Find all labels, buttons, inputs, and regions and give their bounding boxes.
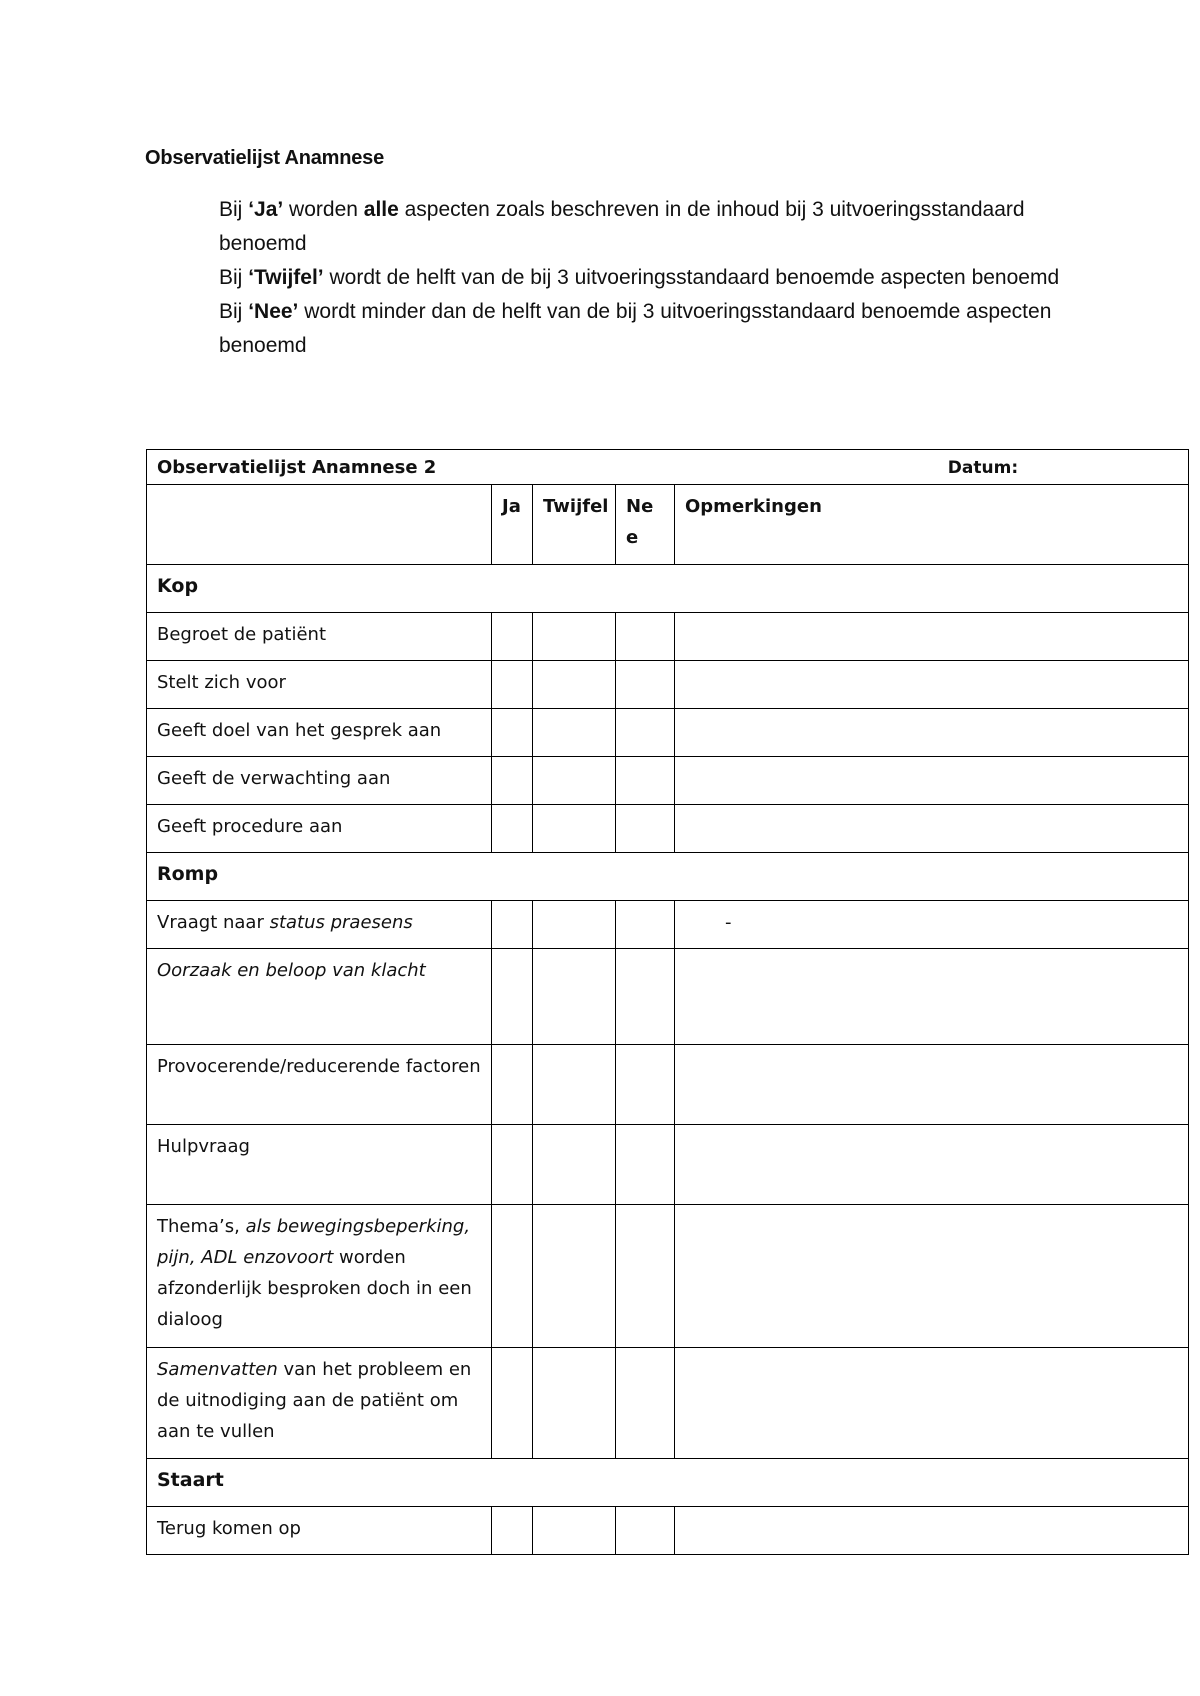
section-row (147, 1459, 1189, 1507)
item-label: Terug komen op (147, 1507, 492, 1555)
nee-cell[interactable] (616, 661, 675, 709)
item-label-text: van het probleem en de uitnodiging aan de patiënt om aan te vullen (157, 1359, 472, 1442)
remarks-cell[interactable] (675, 901, 1189, 949)
ja-cell[interactable] (492, 709, 533, 757)
table-row (147, 1045, 1189, 1125)
nee-cell[interactable] (616, 709, 675, 757)
item-label-italic: status praesens (269, 912, 413, 933)
section-romp: Romp (147, 853, 1189, 901)
instruction-keyword: ‘Nee’ (248, 300, 299, 323)
instruction-keyword: ‘Twijfel’ (248, 266, 324, 289)
instruction-emphasis: alle (363, 198, 399, 221)
table-row (147, 901, 1189, 949)
instruction-twijfel (219, 261, 1079, 295)
twijfel-cell[interactable] (533, 1045, 616, 1125)
remarks-cell[interactable] (675, 1348, 1189, 1459)
table-header-row (147, 450, 1189, 485)
item-label: Stelt zich voor (147, 661, 492, 709)
nee-cell[interactable] (616, 901, 675, 949)
twijfel-cell[interactable] (533, 661, 616, 709)
item-label: Begroet de patiënt (147, 613, 492, 661)
instruction-prefix: Bij (219, 198, 249, 221)
remarks-cell[interactable] (675, 1205, 1189, 1348)
remarks-cell[interactable] (675, 805, 1189, 853)
nee-cell[interactable] (616, 757, 675, 805)
nee-cell[interactable] (616, 613, 675, 661)
item-label: Provocerende/reducerende factoren (147, 1045, 492, 1125)
instruction-text: wordt de helft van de bij 3 uitvoeringsstandaard benoemde aspecten benoemd (323, 266, 1060, 289)
remarks-cell[interactable] (675, 613, 1189, 661)
column-header-row (147, 485, 1189, 565)
nee-cell[interactable] (616, 1507, 675, 1555)
twijfel-cell[interactable] (533, 757, 616, 805)
column-nee (616, 485, 675, 565)
ja-cell[interactable] (492, 661, 533, 709)
table-title: Observatielijst Anamnese 2 (157, 457, 437, 478)
item-label-text: worden afzonderlijk besproken doch in een dialoog (157, 1247, 472, 1330)
twijfel-cell[interactable] (533, 1205, 616, 1348)
ja-cell[interactable] (492, 901, 533, 949)
twijfel-cell[interactable] (533, 613, 616, 661)
item-label: Geeft de verwachting aan (147, 757, 492, 805)
item-label (147, 901, 492, 949)
item-label (147, 1205, 492, 1348)
ja-cell[interactable] (492, 1125, 533, 1205)
table-row (147, 1205, 1189, 1348)
item-label-italic: Samenvatten (157, 1359, 278, 1380)
item-label (147, 949, 492, 1045)
section-kop: Kop (147, 565, 1189, 613)
twijfel-cell[interactable] (533, 805, 616, 853)
column-opmerkingen: Opmerkingen (675, 485, 1189, 565)
nee-cell[interactable] (616, 1205, 675, 1348)
table-row (147, 709, 1189, 757)
ja-cell[interactable] (492, 949, 533, 1045)
nee-cell[interactable] (616, 949, 675, 1045)
remarks-cell[interactable] (675, 757, 1189, 805)
instruction-ja (219, 193, 1079, 261)
section-row (147, 853, 1189, 901)
date-label: Datum: (947, 458, 1019, 478)
table-row (147, 1125, 1189, 1205)
remarks-cell[interactable] (675, 1507, 1189, 1555)
column-ja: Ja (492, 485, 533, 565)
twijfel-cell[interactable] (533, 1507, 616, 1555)
twijfel-cell[interactable] (533, 949, 616, 1045)
ja-cell[interactable] (492, 757, 533, 805)
document-title: Observatielijst Anamnese (145, 147, 385, 169)
observation-table (146, 449, 1189, 1555)
table-row (147, 1348, 1189, 1459)
remarks-cell[interactable] (675, 1045, 1189, 1125)
column-nee-part2: e (626, 527, 639, 548)
twijfel-cell[interactable] (533, 1125, 616, 1205)
table-row (147, 661, 1189, 709)
item-label-italic: Oorzaak en beloop van klacht (157, 960, 426, 981)
twijfel-cell[interactable] (533, 709, 616, 757)
nee-cell[interactable] (616, 1125, 675, 1205)
item-label-text: Thema’s, (157, 1216, 240, 1237)
ja-cell[interactable] (492, 1348, 533, 1459)
item-label: Geeft doel van het gesprek aan (147, 709, 492, 757)
ja-cell[interactable] (492, 805, 533, 853)
section-staart: Staart (147, 1459, 1189, 1507)
remark-dash: - (725, 912, 732, 933)
instruction-text: worden (283, 198, 364, 221)
instruction-nee (219, 295, 1079, 363)
item-label: Geeft procedure aan (147, 805, 492, 853)
ja-cell[interactable] (492, 1205, 533, 1348)
instruction-keyword: ‘Ja’ (248, 198, 284, 221)
table-row (147, 949, 1189, 1045)
instruction-text: wordt minder dan de helft van de bij 3 uitvoeringsstandaard benoemde aspecten benoemd (219, 300, 1052, 357)
instruction-prefix: Bij (219, 300, 249, 323)
twijfel-cell[interactable] (533, 1348, 616, 1459)
table-row (147, 613, 1189, 661)
table-row (147, 1507, 1189, 1555)
column-twijfel: Twijfel (533, 485, 616, 565)
instructions (219, 193, 1079, 363)
remarks-cell[interactable] (675, 661, 1189, 709)
instruction-prefix: Bij (219, 266, 249, 289)
nee-cell[interactable] (616, 1348, 675, 1459)
item-label-italic: als bewegingsbeperking, pijn, ADL enzovoort (157, 1216, 471, 1268)
item-label (147, 1348, 492, 1459)
instruction-text: aspecten zoals beschreven in de inhoud bij 3 uitvoeringsstandaard benoemd (219, 198, 1025, 255)
remarks-cell[interactable] (675, 1125, 1189, 1205)
remarks-cell[interactable] (675, 949, 1189, 1045)
table-row (147, 805, 1189, 853)
item-label: Hulpvraag (147, 1125, 492, 1205)
section-row (147, 565, 1189, 613)
table-row (147, 757, 1189, 805)
column-nee-part1: Ne (626, 496, 654, 517)
ja-cell[interactable] (492, 1507, 533, 1555)
nee-cell[interactable] (616, 1045, 675, 1125)
item-label-text: Vraagt naar (157, 912, 270, 933)
remarks-cell[interactable] (675, 709, 1189, 757)
twijfel-cell[interactable] (533, 901, 616, 949)
ja-cell[interactable] (492, 613, 533, 661)
item-column-header (147, 485, 492, 565)
ja-cell[interactable] (492, 1045, 533, 1125)
nee-cell[interactable] (616, 805, 675, 853)
